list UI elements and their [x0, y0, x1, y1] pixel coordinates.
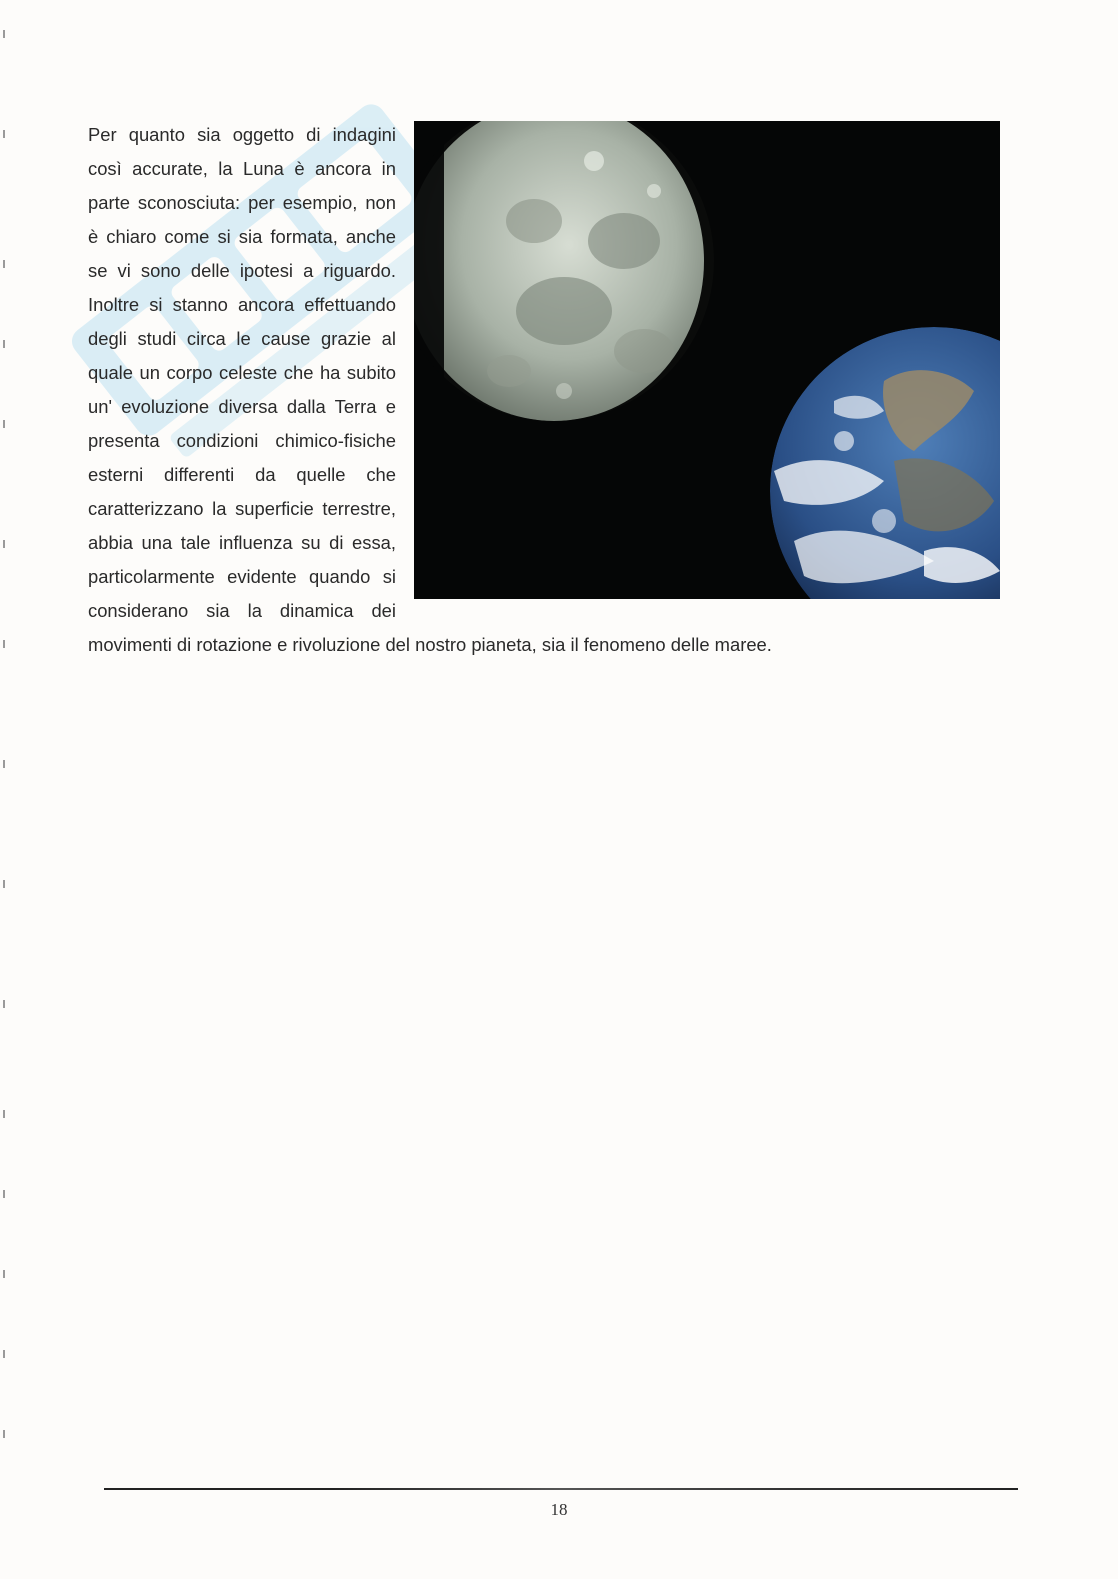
moon-earth-image: [414, 121, 1000, 599]
moon-earth-figure: [414, 121, 1000, 599]
body-paragraph: [88, 118, 1000, 662]
footer-rule: [104, 1488, 1018, 1490]
body-paragraph-text: Per quanto sia oggetto di indagini così accurate, la Luna è ancora in parte sconosciuta: per esempio, non è chiaro come si sia formata, anche se vi sono delle ipotesi a riguardo. Inoltre si stanno ancora effettuando degli studi circa le cause grazie al quale un corpo celeste che ha subito un' evoluzione diversa dalla Terra e presenta condizioni chimico-fisiche esterni differenti da quelle che caratterizzano la superficie terrestre, abbia una tale influenza su di essa, particolarmente evidente quando si considerano sia la dinamica dei movimenti di rotazione e rivoluzione del nostro pianeta, sia il fenomeno delle maree.: [88, 124, 772, 655]
scan-binding-marks: [0, 0, 10, 1579]
page-number: 18: [550, 1500, 568, 1519]
